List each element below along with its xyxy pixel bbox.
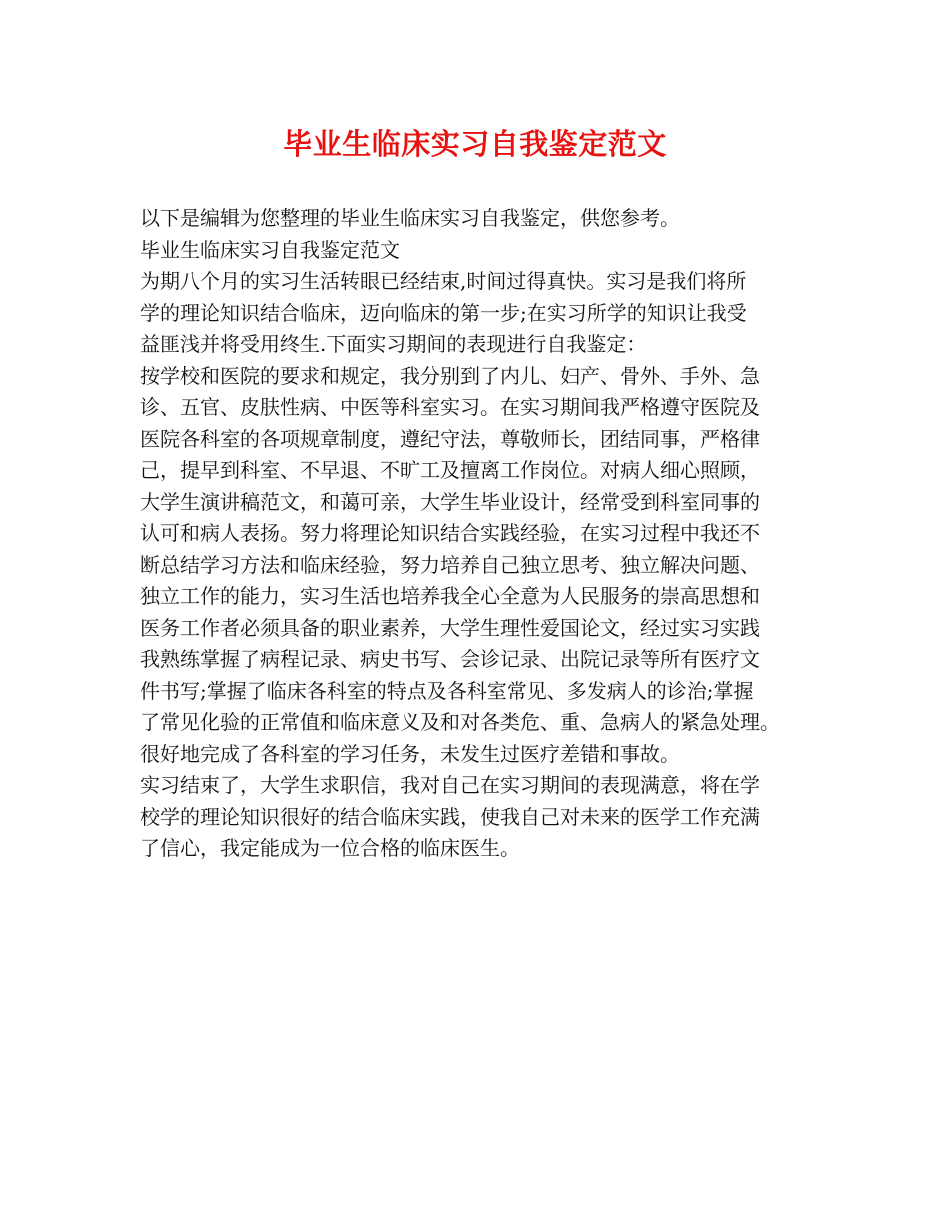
text-line: 了常见化验的正常值和临床意义及和对各类危、重、急病人的紧急处理。: [140, 710, 780, 734]
text-line: 毕业生临床实习自我鉴定范文: [140, 237, 400, 262]
document-title: 毕业生临床实习自我鉴定范文: [283, 127, 667, 161]
text-line: 大学生演讲稿范文，和蔼可亲，大学生毕业设计，经常受到科室同事的: [140, 489, 760, 514]
text-line: 以下是编辑为您整理的毕业生临床实习自我鉴定，供您参考。: [140, 206, 680, 230]
text-line: 益匪浅并将受用终生.下面实习期间的表现进行自我鉴定：: [140, 332, 647, 356]
text-line: 为期八个月的实习生活转眼已经结束,时间过得真快。实习是我们将所: [140, 269, 747, 293]
text-line: 医院各科室的各项规章制度，遵纪守法，尊敬师长，团结同事，严格律: [140, 426, 760, 451]
text-line: 医务工作者必须具备的职业素养，大学生理性爱国论文，经过实习实践: [140, 615, 760, 640]
text-line: 件书写;掌握了临床各科室的特点及各科室常见、多发病人的诊治;掌握: [140, 678, 754, 703]
text-line: 校学的理论知识很好的结合临床实践，使我自己对未来的医学工作充满: [140, 804, 760, 829]
text-line: 己，提早到科室、不早退、不旷工及擅离工作岗位。对病人细心照顾，: [140, 458, 760, 482]
text-line: 实习结束了，大学生求职信，我对自己在实习期间的表现满意，将在学: [140, 773, 760, 797]
text-line: 很好地完成了各科室的学习任务，未发生过医疗差错和事故。: [140, 741, 680, 766]
text-line: 按学校和医院的要求和规定，我分别到了内儿、妇产、骨外、手外、急: [140, 363, 760, 388]
text-line: 断总结学习方法和临床经验，努力培养自己独立思考、独立解决问题、: [140, 552, 760, 577]
text-line: 我熟练掌握了病程记录、病史书写、会诊记录、出院记录等所有医疗文: [140, 647, 760, 671]
text-line: 认可和病人表扬。努力将理论知识结合实践经验，在实习过程中我还不: [140, 521, 760, 545]
text-line: 了信心，我定能成为一位合格的临床医生。: [140, 836, 520, 860]
text-line: 独立工作的能力，实习生活也培养我全心全意为人民服务的崇高思想和: [140, 584, 760, 608]
text-line: 诊、五官、皮肤性病、中医等科室实习。在实习期间我严格遵守医院及: [140, 395, 760, 419]
document-body: [140, 203, 840, 865]
text-line: 学的理论知识结合临床，迈向临床的第一步;在实习所学的知识让我受: [140, 300, 747, 325]
